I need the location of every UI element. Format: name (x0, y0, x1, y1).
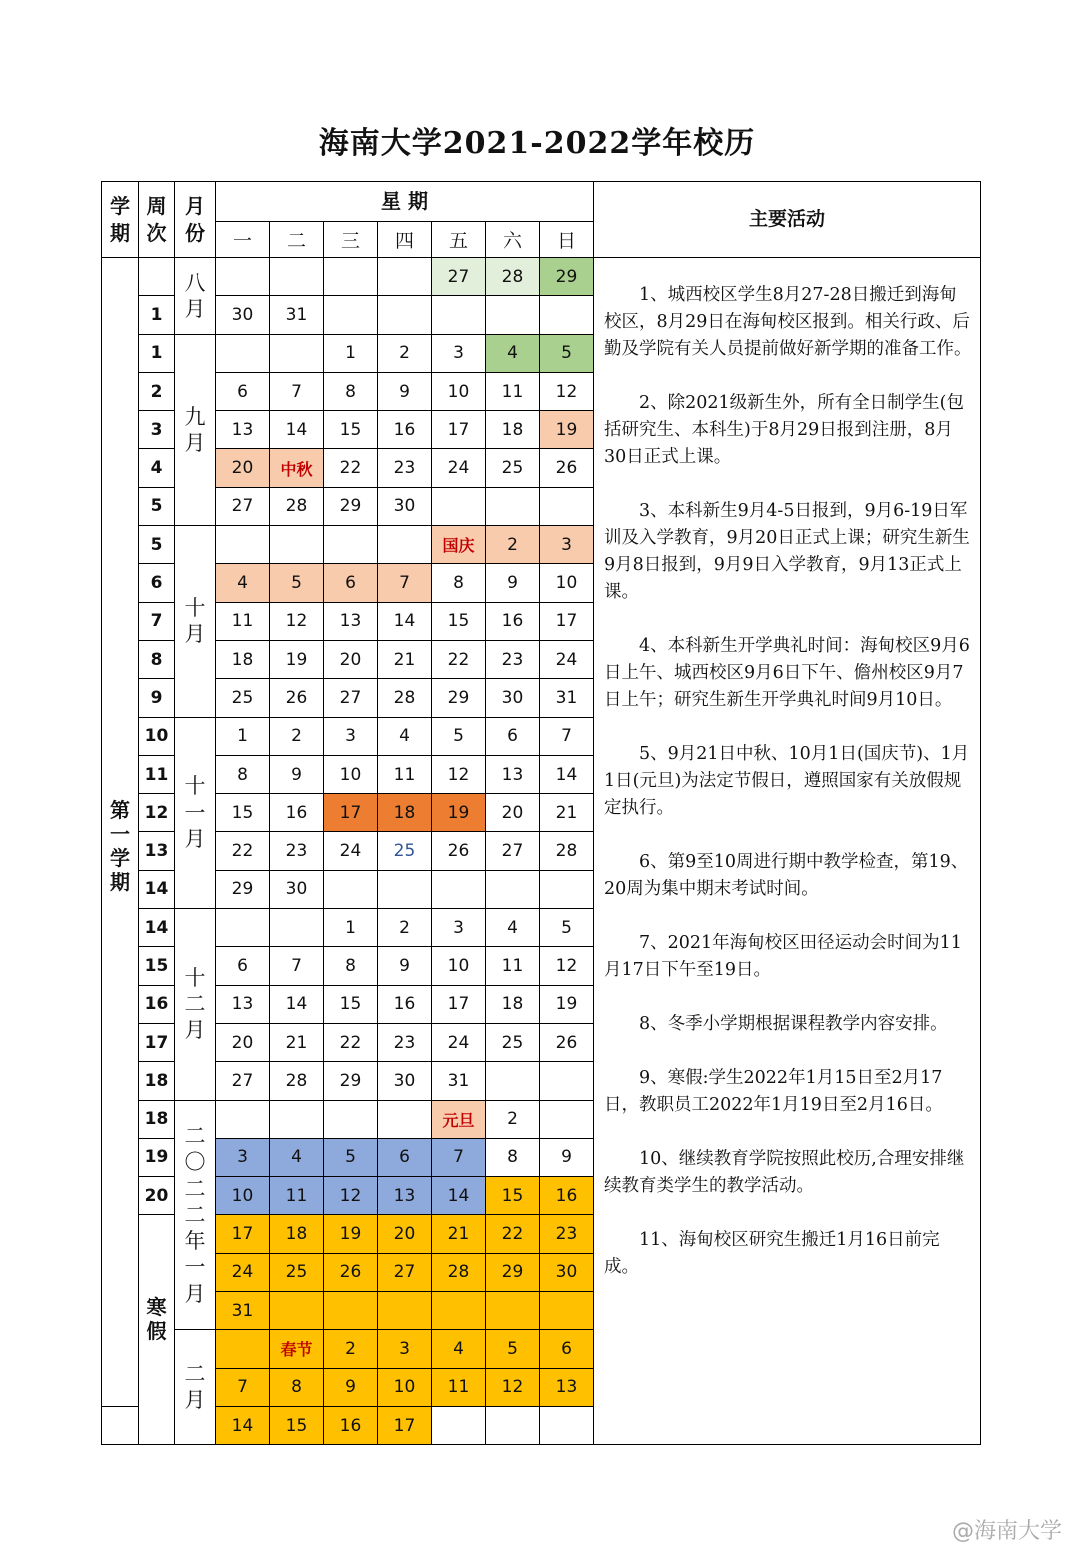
day-cell: 24 (432, 1023, 486, 1061)
day-cell: 6 (486, 717, 540, 755)
page-title: 海南大学2021-2022学年校历 (318, 126, 756, 161)
day-cell: 14 (432, 1177, 486, 1215)
day-cell: 21 (378, 640, 432, 678)
day-cell: 14 (216, 1406, 270, 1444)
day-cell: 7 (270, 372, 324, 410)
day-cell (270, 334, 324, 372)
day-cell: 17 (432, 985, 486, 1023)
day-cell (540, 1100, 594, 1138)
day-cell (540, 296, 594, 334)
semester-header: 学 期 (102, 182, 139, 258)
day-cell (270, 258, 324, 296)
day-cell: 25 (486, 449, 540, 487)
month-jan: 二 〇 二 二 年 一 月 (175, 1100, 216, 1330)
week-header: 周 次 (139, 182, 175, 258)
day-cell: 17 (324, 794, 378, 832)
weekday-header-1: 一 (216, 222, 270, 258)
day-cell: 26 (324, 1253, 378, 1291)
activity-item-4: 4、本科新生开学典礼时间：海甸校区9月6日上午、城西校区9月6日下午、儋州校区9月7日上午；研究生新生开学典礼时间9月10日。 (604, 636, 970, 710)
day-cell: 23 (378, 449, 432, 487)
day-cell: 14 (270, 411, 324, 449)
day-cell (270, 1292, 324, 1330)
day-cell: 7 (270, 947, 324, 985)
day-cell: 22 (324, 449, 378, 487)
day-cell: 30 (486, 679, 540, 717)
day-cell: 31 (540, 679, 594, 717)
holiday-cell: 中秋 (270, 449, 324, 487)
day-cell: 12 (540, 372, 594, 410)
day-cell: 2 (486, 526, 540, 564)
day-cell: 20 (216, 449, 270, 487)
activities-header: 主要活动 (594, 182, 981, 258)
weekday-header-3: 三 (324, 222, 378, 258)
week-number: 10 (139, 717, 175, 755)
day-cell (270, 909, 324, 947)
day-cell (432, 296, 486, 334)
day-cell: 5 (486, 1330, 540, 1368)
holiday-cell: 国庆 (432, 526, 486, 564)
day-cell: 20 (378, 1215, 432, 1253)
day-cell: 26 (432, 832, 486, 870)
day-cell: 25 (378, 832, 432, 870)
day-cell (540, 1062, 594, 1100)
day-cell: 13 (216, 985, 270, 1023)
day-cell: 30 (378, 1062, 432, 1100)
day-cell: 23 (540, 1215, 594, 1253)
day-cell (486, 1406, 540, 1444)
day-cell: 6 (324, 564, 378, 602)
day-cell: 28 (540, 832, 594, 870)
week-number: 9 (139, 679, 175, 717)
day-cell: 12 (432, 755, 486, 793)
week-number: 15 (139, 947, 175, 985)
day-cell: 3 (324, 717, 378, 755)
day-cell: 19 (324, 1215, 378, 1253)
day-cell: 28 (486, 258, 540, 296)
day-cell: 9 (270, 755, 324, 793)
day-cell: 2 (324, 1330, 378, 1368)
week-number: 14 (139, 909, 175, 947)
day-cell: 22 (486, 1215, 540, 1253)
month-oct: 十 月 (175, 526, 216, 717)
day-cell: 10 (378, 1368, 432, 1406)
day-cell: 13 (324, 602, 378, 640)
day-cell (378, 1100, 432, 1138)
day-cell: 30 (378, 487, 432, 525)
day-cell: 24 (432, 449, 486, 487)
weekday-header-7: 日 (540, 222, 594, 258)
day-cell (216, 909, 270, 947)
semester-label-winter: 寒 假 (146, 1295, 167, 1344)
day-cell: 2 (486, 1100, 540, 1138)
activity-item-5: 5、9月21日中秋、10月1日(国庆节)、1月1日(元旦)为法定节假日，遵照国家有关放假规定执行。 (604, 744, 970, 818)
month-nov: 十 一 月 (175, 717, 216, 908)
day-cell: 6 (540, 1330, 594, 1368)
day-cell: 22 (216, 832, 270, 870)
activity-item-1: 1、城西校区学生8月27-28日搬迁到海甸校区，8月29日在海甸校区报到。相关行政、后勤及学院有关人员提前做好新学期的准备工作。 (604, 285, 972, 359)
day-cell: 9 (378, 947, 432, 985)
week-number: 1 (139, 334, 175, 372)
day-cell: 6 (216, 947, 270, 985)
week-number: 7 (139, 602, 175, 640)
day-cell: 29 (216, 870, 270, 908)
week-number: 17 (139, 1023, 175, 1061)
day-cell: 27 (432, 258, 486, 296)
month-sep: 九 月 (175, 334, 216, 525)
day-cell: 25 (216, 679, 270, 717)
day-cell: 28 (378, 679, 432, 717)
day-cell: 9 (540, 1138, 594, 1176)
day-cell: 27 (324, 679, 378, 717)
day-cell: 11 (378, 755, 432, 793)
week-row (102, 258, 981, 296)
day-cell: 4 (216, 564, 270, 602)
week-number: 13 (139, 832, 175, 870)
day-cell: 2 (270, 717, 324, 755)
day-cell: 26 (540, 449, 594, 487)
day-cell: 17 (378, 1406, 432, 1444)
day-cell: 10 (540, 564, 594, 602)
week-number: 5 (139, 526, 175, 564)
day-cell (486, 487, 540, 525)
month-feb: 二 月 (175, 1330, 216, 1445)
day-cell: 9 (378, 372, 432, 410)
day-cell (540, 870, 594, 908)
weekday-header-6: 六 (486, 222, 540, 258)
week-number: 11 (139, 755, 175, 793)
day-cell: 3 (432, 334, 486, 372)
day-cell: 19 (540, 411, 594, 449)
day-cell: 18 (486, 985, 540, 1023)
day-cell (432, 1292, 486, 1330)
day-cell (486, 1292, 540, 1330)
week-number: 1 (139, 296, 175, 334)
day-cell: 21 (540, 794, 594, 832)
day-cell: 7 (378, 564, 432, 602)
day-cell: 15 (216, 794, 270, 832)
day-cell: 5 (540, 334, 594, 372)
day-cell: 31 (432, 1062, 486, 1100)
day-cell: 13 (378, 1177, 432, 1215)
day-cell: 18 (270, 1215, 324, 1253)
day-cell: 28 (270, 1062, 324, 1100)
day-cell: 8 (486, 1138, 540, 1176)
week-number: 5 (139, 487, 175, 525)
semester-cell-tail (102, 1406, 139, 1444)
day-cell: 30 (270, 870, 324, 908)
day-cell: 11 (432, 1368, 486, 1406)
day-cell: 9 (324, 1368, 378, 1406)
day-cell: 1 (324, 909, 378, 947)
day-cell: 16 (378, 985, 432, 1023)
week-number: 19 (139, 1138, 175, 1176)
day-cell: 12 (486, 1368, 540, 1406)
day-cell: 21 (270, 1023, 324, 1061)
activity-item-11: 11、海甸校区研究生搬迁1月16日前完成。 (604, 1230, 940, 1277)
day-cell: 15 (486, 1177, 540, 1215)
day-cell: 16 (378, 411, 432, 449)
day-cell (378, 296, 432, 334)
day-cell: 28 (270, 487, 324, 525)
day-cell (432, 487, 486, 525)
day-cell: 15 (324, 985, 378, 1023)
day-cell: 31 (270, 296, 324, 334)
day-cell: 8 (216, 755, 270, 793)
weekday-header-5: 五 (432, 222, 486, 258)
day-cell: 15 (270, 1406, 324, 1444)
week-number (139, 258, 175, 296)
month-dec: 十 二 月 (175, 909, 216, 1100)
day-cell (540, 1406, 594, 1444)
week-number: 14 (139, 870, 175, 908)
day-cell: 8 (270, 1368, 324, 1406)
day-cell: 7 (432, 1138, 486, 1176)
day-cell: 27 (486, 832, 540, 870)
day-cell: 27 (216, 487, 270, 525)
day-cell (540, 487, 594, 525)
week-number: 8 (139, 640, 175, 678)
day-cell: 28 (432, 1253, 486, 1291)
day-cell: 17 (432, 411, 486, 449)
day-cell: 16 (270, 794, 324, 832)
day-cell: 17 (216, 1215, 270, 1253)
weekday-group-header: 星 期 (216, 182, 594, 222)
day-cell (216, 258, 270, 296)
day-cell: 1 (216, 717, 270, 755)
week-number: 6 (139, 564, 175, 602)
day-cell: 13 (216, 411, 270, 449)
activity-item-10: 10、继续教育学院按照此校历,合理安排继续教育类学生的教学活动。 (604, 1149, 965, 1196)
day-cell: 5 (270, 564, 324, 602)
semester-cell (102, 258, 139, 1407)
week-number: 20 (139, 1177, 175, 1215)
day-cell: 4 (270, 1138, 324, 1176)
activity-item-8: 8、冬季小学期根据课程教学内容安排。 (639, 1014, 948, 1034)
day-cell (324, 296, 378, 334)
day-cell: 23 (378, 1023, 432, 1061)
day-cell: 8 (324, 947, 378, 985)
weibo-watermark: @海南大学 (951, 1519, 1062, 1544)
day-cell (378, 526, 432, 564)
holiday-cell: 元旦 (432, 1100, 486, 1138)
week-number: 16 (139, 985, 175, 1023)
day-cell: 19 (540, 985, 594, 1023)
day-cell: 26 (270, 679, 324, 717)
day-cell: 10 (324, 755, 378, 793)
day-cell: 27 (378, 1253, 432, 1291)
day-cell: 24 (324, 832, 378, 870)
day-cell: 27 (216, 1062, 270, 1100)
activities-cell (594, 258, 981, 1445)
day-cell: 11 (270, 1177, 324, 1215)
day-cell: 29 (540, 258, 594, 296)
day-cell: 15 (324, 411, 378, 449)
calendar-table (101, 181, 981, 1445)
day-cell: 2 (378, 909, 432, 947)
month-header: 月 份 (175, 182, 216, 258)
day-cell: 10 (216, 1177, 270, 1215)
day-cell: 13 (486, 755, 540, 793)
day-cell: 12 (324, 1177, 378, 1215)
day-cell: 30 (216, 296, 270, 334)
day-cell: 29 (324, 1062, 378, 1100)
day-cell: 24 (216, 1253, 270, 1291)
day-cell (432, 1406, 486, 1444)
day-cell: 19 (270, 640, 324, 678)
day-cell: 29 (432, 679, 486, 717)
day-cell: 25 (270, 1253, 324, 1291)
month-aug: 八 月 (175, 258, 216, 335)
day-cell: 11 (486, 372, 540, 410)
day-cell: 23 (486, 640, 540, 678)
day-cell: 5 (540, 909, 594, 947)
day-cell: 25 (486, 1023, 540, 1061)
day-cell (378, 1292, 432, 1330)
holiday-cell: 春节 (270, 1330, 324, 1368)
day-cell (324, 526, 378, 564)
day-cell: 16 (540, 1177, 594, 1215)
day-cell: 4 (432, 1330, 486, 1368)
day-cell (216, 1330, 270, 1368)
day-cell (324, 258, 378, 296)
day-cell: 18 (216, 640, 270, 678)
day-cell: 14 (378, 602, 432, 640)
day-cell (270, 1100, 324, 1138)
day-cell: 24 (540, 640, 594, 678)
day-cell: 2 (378, 334, 432, 372)
day-cell: 9 (486, 564, 540, 602)
day-cell (216, 334, 270, 372)
day-cell: 7 (540, 717, 594, 755)
day-cell: 20 (324, 640, 378, 678)
day-cell: 10 (432, 947, 486, 985)
day-cell: 22 (432, 640, 486, 678)
day-cell: 11 (216, 602, 270, 640)
day-cell: 16 (324, 1406, 378, 1444)
day-cell: 18 (378, 794, 432, 832)
day-cell: 22 (324, 1023, 378, 1061)
activity-item-2: 2、除2021级新生外，所有全日制学生(包括研究生、本科生)于8月29日报到注册，8月30日正式上课。 (604, 393, 964, 467)
day-cell: 13 (540, 1368, 594, 1406)
semester-label-first: 第 一 学 期 (110, 798, 130, 894)
day-cell: 6 (216, 372, 270, 410)
day-cell: 23 (270, 832, 324, 870)
day-cell: 4 (378, 717, 432, 755)
activity-item-9: 9、寒假:学生2022年1月15日至2月17日，教职员工2022年1月19日至2月16日。 (604, 1068, 943, 1115)
day-cell: 20 (216, 1023, 270, 1061)
day-cell: 3 (378, 1330, 432, 1368)
day-cell (216, 1100, 270, 1138)
day-cell (378, 258, 432, 296)
day-cell: 21 (432, 1215, 486, 1253)
day-cell (324, 1292, 378, 1330)
week-number: 18 (139, 1062, 175, 1100)
activity-item-6: 6、第9至10周进行期中教学检查，第19、20周为集中期末考试时间。 (604, 852, 969, 899)
day-cell: 15 (432, 602, 486, 640)
week-number: 18 (139, 1100, 175, 1138)
day-cell: 6 (378, 1138, 432, 1176)
day-cell: 29 (324, 487, 378, 525)
day-cell (324, 870, 378, 908)
day-cell: 30 (540, 1253, 594, 1291)
day-cell: 5 (432, 717, 486, 755)
day-cell: 18 (486, 411, 540, 449)
day-cell: 1 (324, 334, 378, 372)
weekday-header-4: 四 (378, 222, 432, 258)
day-cell (486, 1062, 540, 1100)
day-cell: 3 (216, 1138, 270, 1176)
day-cell (486, 870, 540, 908)
day-cell (540, 1292, 594, 1330)
week-number: 12 (139, 794, 175, 832)
day-cell (486, 296, 540, 334)
day-cell: 4 (486, 334, 540, 372)
day-cell: 29 (486, 1253, 540, 1291)
day-cell: 12 (270, 602, 324, 640)
day-cell: 8 (324, 372, 378, 410)
winter-break-cell (139, 1215, 175, 1445)
day-cell: 14 (540, 755, 594, 793)
day-cell: 11 (486, 947, 540, 985)
day-cell (378, 870, 432, 908)
week-number: 2 (139, 372, 175, 410)
activity-item-3: 3、本科新生9月4-5日报到，9月6-19日军训及入学教育，9月20日正式上课；研究生新生9月8日报到，9月9日入学教育，9月13正式上课。 (604, 501, 970, 602)
day-cell: 5 (324, 1138, 378, 1176)
day-cell (270, 526, 324, 564)
day-cell (324, 1100, 378, 1138)
day-cell: 17 (540, 602, 594, 640)
day-cell: 8 (432, 564, 486, 602)
day-cell: 31 (216, 1292, 270, 1330)
day-cell (432, 870, 486, 908)
day-cell: 14 (270, 985, 324, 1023)
day-cell: 7 (216, 1368, 270, 1406)
day-cell (216, 526, 270, 564)
week-number: 3 (139, 411, 175, 449)
day-cell: 20 (486, 794, 540, 832)
day-cell: 16 (486, 602, 540, 640)
day-cell: 26 (540, 1023, 594, 1061)
day-cell: 12 (540, 947, 594, 985)
activity-item-7: 7、2021年海甸校区田径运动会时间为11月17日下午至19日。 (604, 933, 962, 980)
day-cell: 3 (540, 526, 594, 564)
day-cell: 19 (432, 794, 486, 832)
day-cell: 4 (486, 909, 540, 947)
week-number: 4 (139, 449, 175, 487)
weekday-header-2: 二 (270, 222, 324, 258)
day-cell: 3 (432, 909, 486, 947)
day-cell: 10 (432, 372, 486, 410)
